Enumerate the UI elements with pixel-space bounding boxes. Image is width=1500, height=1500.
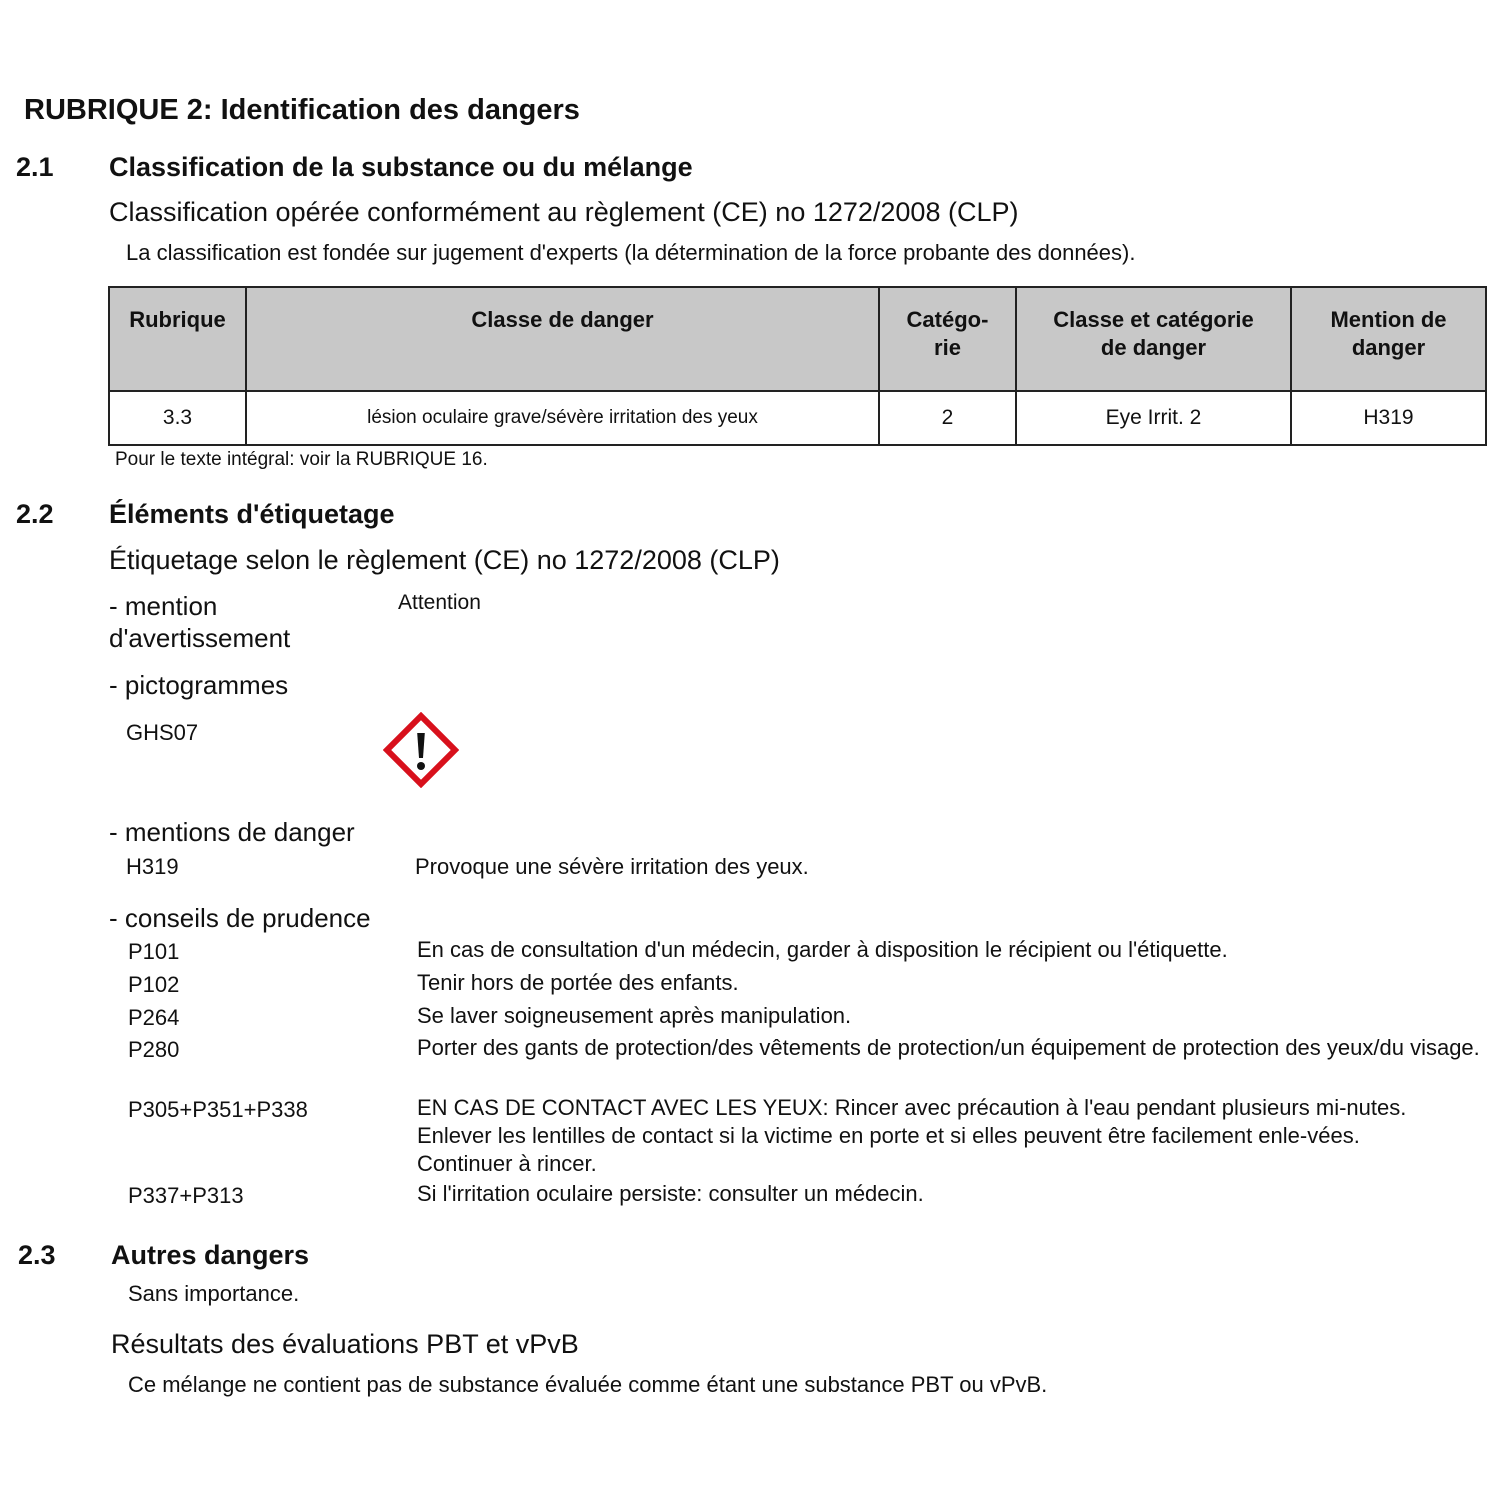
section-title: RUBRIQUE 2: Identification des dangers (24, 94, 580, 126)
precaution-text: Se laver soigneusement après manipulation. (417, 1003, 852, 1028)
section-2-1-title: Classification de la substance ou du mélange (109, 152, 693, 182)
section-2-3-number: 2.3 (18, 1240, 56, 1270)
precaution-code: P101 (128, 939, 180, 964)
table-header-row (109, 287, 1486, 391)
classification-subtitle: Classification opérée conformément au règlement (CE) no 1272/2008 (CLP) (109, 197, 1019, 227)
cell-categorie: 2 (879, 391, 1016, 445)
hazard-text: Provoque une sévère irritation des yeux. (415, 854, 809, 879)
signal-word-value: Attention (398, 591, 481, 614)
pictogram-code: GHS07 (126, 720, 199, 745)
table-row (109, 391, 1486, 445)
labelling-subtitle: Étiquetage selon le règlement (CE) no 1272/2008 (CLP) (109, 545, 780, 575)
cell-classe-et-categorie: Eye Irrit. 2 (1016, 391, 1291, 445)
pbt-title: Résultats des évaluations PBT et vPvB (111, 1329, 579, 1359)
precaution-text: Tenir hors de portée des enfants. (417, 970, 739, 995)
precaution-code: P264 (128, 1005, 180, 1030)
precaution-code: P280 (128, 1037, 180, 1062)
cell-classe-de-danger: lésion oculaire grave/sévère irritation des yeux (246, 391, 879, 445)
hazard-code: H319 (126, 854, 179, 879)
header-mention-de-danger: Mention de danger (1291, 287, 1486, 391)
precaution-code: P305+P351+P338 (128, 1097, 308, 1122)
pictograms-label: - pictogrammes (109, 670, 289, 700)
table-footnote: Pour le texte intégral: voir la RUBRIQUE 16. (115, 449, 488, 470)
signal-word-label-line1: - mention (109, 591, 218, 621)
cell-mention-de-danger: H319 (1291, 391, 1486, 445)
hazard-statements-label: - mentions de danger (109, 817, 355, 847)
header-categorie: Catégo- rie (879, 287, 1016, 391)
header-rubrique: Rubrique (109, 287, 246, 391)
precaution-text: Porter des gants de protection/des vêtements de protection/un équipement de protection des yeux/du visage. (417, 1035, 1480, 1060)
pbt-text: Ce mélange ne contient pas de substance évaluée comme étant une substance PBT ou vPvB. (128, 1372, 1048, 1397)
exclamation-mark-icon (383, 712, 459, 788)
precautionary-statements-label: - conseils de prudence (109, 903, 371, 933)
classification-note: La classification est fondée sur jugement d'experts (la détermination de la force probante des données). (126, 240, 1136, 265)
header-classe-et-categorie: Classe et catégorie de danger (1016, 287, 1291, 391)
precaution-text: EN CAS DE CONTACT AVEC LES YEUX: Rincer avec précaution à l'eau pendant plusieurs mi-nutes. Enlever les lentilles de contact si la victime en porte et si elles peuvent être facilement enle-vées. Continuer à rincer. (417, 1095, 1407, 1176)
other-hazards-text: Sans importance. (128, 1281, 300, 1306)
hazard-classification-table (108, 286, 1487, 446)
cell-rubrique: 3.3 (109, 391, 246, 445)
section-2-2-title: Éléments d'étiquetage (109, 499, 395, 529)
precaution-text: Si l'irritation oculaire persiste: consulter un médecin. (417, 1181, 924, 1206)
signal-word-label-line2: d'avertissement (109, 623, 291, 653)
section-2-3-title: Autres dangers (111, 1240, 310, 1270)
header-classe-de-danger: Classe de danger (246, 287, 879, 391)
precaution-code: P337+P313 (128, 1183, 244, 1208)
section-2-2-number: 2.2 (16, 499, 54, 529)
section-2-1-number: 2.1 (16, 152, 54, 182)
precaution-code: P102 (128, 972, 180, 997)
precaution-text: En cas de consultation d'un médecin, garder à disposition le récipient ou l'étiquette. (417, 937, 1228, 962)
